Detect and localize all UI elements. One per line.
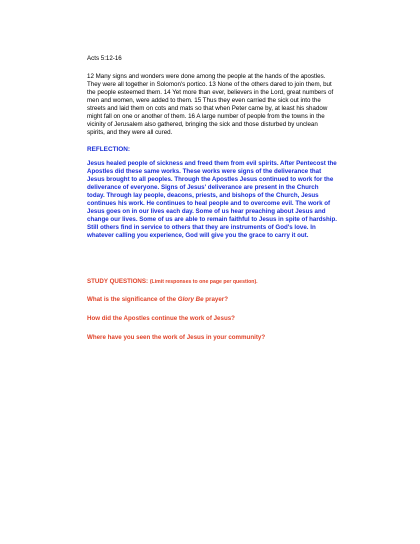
question-3: Where have you seen the work of Jesus in your community? <box>87 334 266 341</box>
scripture-passage: 12 Many signs and wonders were done among the people at the hands of the apostles. They were all together in Solomon's portico. 13 None of the others dared to join them, but the people esteemed them. 14 Yet more than ever, believers in the Lord, great numbers of men and women, were added to them. 15 Thus they even carried the sick out into the streets and laid them on cots and mats so that when Peter came by, at least his shadow might fall on one or another of them. 16 A large number of people from the towns in the vicinity of Jerusalem also gathered, bringing the sick and those disturbed by unclean spirits, and they were all cured. <box>87 73 334 136</box>
reflection-text: Jesus healed people of sickness and freed them from evil spirits. After Pentecost the Apostles did these same works. These works were signs of the deliverance that Jesus brought to all peoples. Through the Apostles Jesus continued to work for the deliverance of everyone. Signs of Jesus' deliverance are present in the Church today. Through lay people, deacons, priests, and bishops of the Church, Jesus continues his work. He continues to heal people and to overcome evil. The work of Jesus goes on in our lives each day. Some of us hear preaching about Jesus and change our lives. Some of us are able to remain faithful to Jesus in spite of hardship. Still others find in service to others that they are instruments of God's love. In whatever calling you experience, God will give you the grace to carry it out. <box>87 160 337 239</box>
question-1-emphasis: Glory Be <box>177 296 204 303</box>
scripture-citation: Acts 5:12-16 <box>87 55 122 62</box>
question-1 <box>87 296 337 304</box>
study-questions-note: (Limit responses to one page per question). <box>149 279 258 285</box>
question-1-suffix: prayer? <box>203 296 228 303</box>
question-2: How did the Apostles continue the work of Jesus? <box>87 315 235 322</box>
study-questions-title: STUDY QUESTIONS: <box>87 278 149 285</box>
document-page <box>87 55 337 353</box>
study-questions-heading <box>87 278 337 286</box>
question-1-prefix: What is the significance of the <box>87 296 178 303</box>
reflection-heading: REFLECTION: <box>87 146 130 153</box>
